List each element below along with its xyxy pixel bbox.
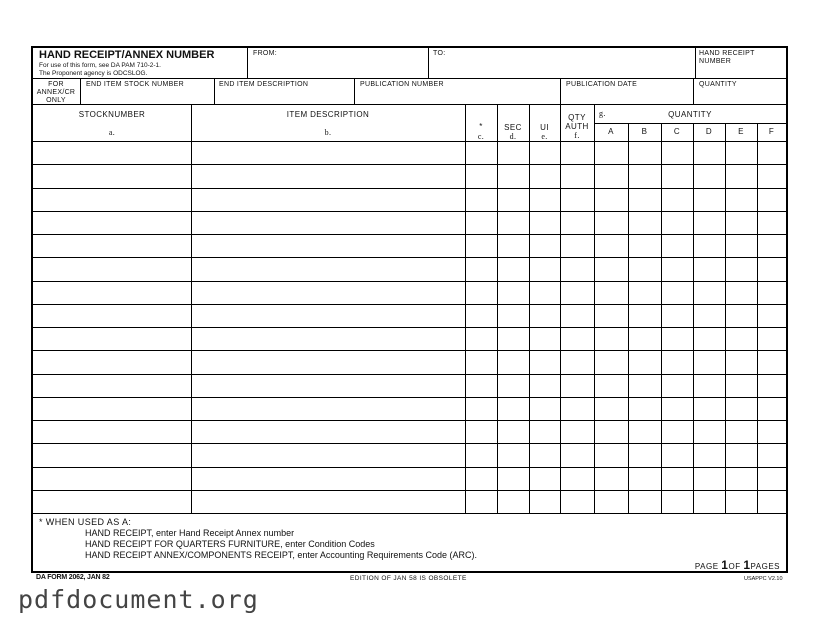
cell-d[interactable] [693, 235, 725, 258]
cell-f[interactable] [757, 351, 786, 374]
cell-ui[interactable] [529, 142, 560, 165]
cell-auth[interactable] [560, 375, 594, 398]
cell-ui[interactable] [529, 165, 560, 188]
cell-desc[interactable] [191, 468, 465, 491]
cell-d[interactable] [693, 351, 725, 374]
cell-f[interactable] [757, 444, 786, 467]
cell-b[interactable] [628, 328, 661, 351]
cell-sec[interactable] [497, 375, 529, 398]
cell-d[interactable] [693, 421, 725, 444]
cell-star[interactable] [465, 398, 497, 421]
notes-line-3: HAND RECEIPT ANNEX/COMPONENTS RECEIPT, enter Accounting Requirements Code (ARC). [85, 550, 477, 560]
cell-d[interactable] [693, 398, 725, 421]
cell-e[interactable] [725, 468, 757, 491]
stock-number-letter: a. [108, 128, 116, 137]
cell-a[interactable] [594, 235, 628, 258]
for-annex-label-3: ONLY [46, 97, 66, 104]
for-annex-label-2: ANNEX/CR [36, 89, 76, 96]
cell-a[interactable] [594, 444, 628, 467]
table-row [33, 444, 786, 467]
use-note-2: The Proponent agency is ODCSLOG. [39, 70, 148, 77]
cell-auth[interactable] [560, 351, 594, 374]
table-row [33, 305, 786, 328]
cell-a[interactable] [594, 328, 628, 351]
cell-e[interactable] [725, 351, 757, 374]
cell-e[interactable] [725, 165, 757, 188]
cell-e[interactable] [725, 212, 757, 235]
cell-ui[interactable] [529, 491, 560, 514]
cell-b[interactable] [628, 375, 661, 398]
cell-b[interactable] [628, 165, 661, 188]
cell-b[interactable] [628, 491, 661, 514]
page-number: 1 [721, 558, 729, 572]
cell-a[interactable] [594, 165, 628, 188]
quantity-top-label: QUANTITY [699, 81, 737, 88]
cell-a[interactable] [594, 421, 628, 444]
cell-auth[interactable] [560, 142, 594, 165]
cell-star[interactable] [465, 468, 497, 491]
cell-auth[interactable] [560, 328, 594, 351]
cell-f[interactable] [757, 189, 786, 212]
cell-c[interactable] [661, 421, 693, 444]
hand-receipt-number-label: HAND RECEIPT [699, 50, 755, 57]
cell-e[interactable] [725, 258, 757, 281]
hand-receipt-number-field[interactable] [697, 66, 785, 77]
cell-auth[interactable] [560, 189, 594, 212]
cell-a[interactable] [594, 305, 628, 328]
cell-b[interactable] [628, 444, 661, 467]
cell-a[interactable] [594, 398, 628, 421]
qty-auth-header-1: QTY [568, 113, 586, 122]
cell-stock[interactable] [33, 212, 191, 235]
cell-ui[interactable] [529, 444, 560, 467]
cell-stock[interactable] [33, 235, 191, 258]
cell-ui[interactable] [529, 398, 560, 421]
cell-stock[interactable] [33, 351, 191, 374]
cell-desc[interactable] [191, 398, 465, 421]
pages-word: PAGES [750, 562, 780, 571]
cell-auth[interactable] [560, 305, 594, 328]
quantity-header: QUANTITY [668, 110, 712, 119]
cell-d[interactable] [693, 189, 725, 212]
cell-sec[interactable] [497, 468, 529, 491]
cell-stock[interactable] [33, 258, 191, 281]
cell-b[interactable] [628, 398, 661, 421]
qty-auth-header-2: AUTH [565, 122, 589, 131]
ui-letter: e. [541, 132, 548, 141]
cell-d[interactable] [693, 165, 725, 188]
cell-c[interactable] [661, 212, 693, 235]
page-indicator [695, 558, 780, 572]
hand-receipt-form [31, 46, 788, 573]
cell-star[interactable] [465, 189, 497, 212]
cell-auth[interactable] [560, 212, 594, 235]
cell-c[interactable] [661, 165, 693, 188]
cell-star[interactable] [465, 305, 497, 328]
cell-stock[interactable] [33, 491, 191, 514]
star-letter: c. [477, 132, 485, 141]
cell-a[interactable] [594, 351, 628, 374]
cell-ui[interactable] [529, 375, 560, 398]
cell-a[interactable] [594, 491, 628, 514]
of-word: OF [728, 562, 741, 571]
cell-ui[interactable] [529, 235, 560, 258]
cell-sec[interactable] [497, 305, 529, 328]
cell-desc[interactable] [191, 444, 465, 467]
to-field[interactable] [430, 58, 693, 76]
cell-ui[interactable] [529, 421, 560, 444]
cell-ui[interactable] [529, 189, 560, 212]
cell-star[interactable] [465, 282, 497, 305]
cell-d[interactable] [693, 305, 725, 328]
cell-stock[interactable] [33, 189, 191, 212]
cell-stock[interactable] [33, 398, 191, 421]
for-annex-label-1: FOR [48, 81, 64, 88]
cell-desc[interactable] [191, 282, 465, 305]
item-description-header: ITEM DESCRIPTION [286, 110, 370, 119]
cell-stock[interactable] [33, 305, 191, 328]
cell-star[interactable] [465, 142, 497, 165]
sec-letter: d. [509, 132, 517, 141]
cell-sec[interactable] [497, 212, 529, 235]
cell-star[interactable] [465, 328, 497, 351]
cell-ui[interactable] [529, 282, 560, 305]
cell-f[interactable] [757, 398, 786, 421]
table-row [33, 165, 786, 188]
cell-desc[interactable] [191, 328, 465, 351]
cell-auth[interactable] [560, 235, 594, 258]
cell-e[interactable] [725, 421, 757, 444]
cell-f[interactable] [757, 142, 786, 165]
cell-b[interactable] [628, 235, 661, 258]
cell-auth[interactable] [560, 282, 594, 305]
table-row [33, 421, 786, 444]
cell-a[interactable] [594, 189, 628, 212]
table-row [33, 189, 786, 212]
cell-a[interactable] [594, 142, 628, 165]
notes-line-2: HAND RECEIPT FOR QUARTERS FURNITURE, enter Condition Codes [85, 539, 375, 549]
star-header: * [479, 122, 483, 131]
cell-sec[interactable] [497, 491, 529, 514]
cell-desc[interactable] [191, 421, 465, 444]
total-pages: 1 [743, 558, 751, 572]
quantity-g-letter: g. [599, 109, 606, 118]
cell-desc[interactable] [191, 235, 465, 258]
cell-a[interactable] [594, 375, 628, 398]
cell-b[interactable] [628, 468, 661, 491]
item-description-letter: b. [324, 128, 332, 137]
cell-c[interactable] [661, 305, 693, 328]
cell-c[interactable] [661, 444, 693, 467]
cell-sec[interactable] [497, 258, 529, 281]
cell-b[interactable] [628, 282, 661, 305]
cell-desc[interactable] [191, 491, 465, 514]
cell-stock[interactable] [33, 328, 191, 351]
cell-stock[interactable] [33, 421, 191, 444]
cell-stock[interactable] [33, 142, 191, 165]
table-row [33, 142, 786, 165]
cell-stock[interactable] [33, 282, 191, 305]
cell-auth[interactable] [560, 444, 594, 467]
table-row [33, 212, 786, 235]
cell-a[interactable] [594, 212, 628, 235]
cell-c[interactable] [661, 398, 693, 421]
table-row [33, 398, 786, 421]
cell-f[interactable] [757, 491, 786, 514]
quantity-col-c-header: C [673, 127, 681, 136]
table-row [33, 258, 786, 281]
cell-desc[interactable] [191, 212, 465, 235]
cell-c[interactable] [661, 235, 693, 258]
cell-f[interactable] [757, 258, 786, 281]
cell-e[interactable] [725, 235, 757, 258]
cell-sec[interactable] [497, 282, 529, 305]
table-row [33, 282, 786, 305]
cell-ui[interactable] [529, 468, 560, 491]
ui-header: UI [540, 123, 549, 132]
quantity-col-a-header: A [608, 127, 614, 136]
table-row [33, 375, 786, 398]
table-row [33, 491, 786, 514]
cell-d[interactable] [693, 258, 725, 281]
sec-header: SEC [504, 123, 522, 132]
cell-c[interactable] [661, 258, 693, 281]
cell-star[interactable] [465, 444, 497, 467]
cell-sec[interactable] [497, 142, 529, 165]
publication-date-label: PUBLICATION DATE [566, 81, 638, 88]
cell-sec[interactable] [497, 421, 529, 444]
cell-e[interactable] [725, 142, 757, 165]
to-label: TO: [433, 50, 446, 57]
form-id: DA FORM 2062, JAN 82 [36, 574, 110, 581]
watermark: pdfdocument.org [18, 585, 259, 614]
cell-a[interactable] [594, 258, 628, 281]
cell-desc[interactable] [191, 142, 465, 165]
cell-ui[interactable] [529, 305, 560, 328]
notes-line-1: HAND RECEIPT, enter Hand Receipt Annex number [85, 528, 295, 538]
cell-sec[interactable] [497, 398, 529, 421]
cell-c[interactable] [661, 375, 693, 398]
table-row [33, 328, 786, 351]
cell-f[interactable] [757, 282, 786, 305]
cell-stock[interactable] [33, 444, 191, 467]
cell-b[interactable] [628, 421, 661, 444]
cell-desc[interactable] [191, 165, 465, 188]
qty-auth-letter: f. [574, 131, 580, 140]
quantity-col-e-header: E [738, 127, 744, 136]
cell-star[interactable] [465, 258, 497, 281]
cell-auth[interactable] [560, 165, 594, 188]
cell-desc[interactable] [191, 189, 465, 212]
cell-auth[interactable] [560, 468, 594, 491]
cell-c[interactable] [661, 351, 693, 374]
cell-f[interactable] [757, 421, 786, 444]
table-row [33, 468, 786, 491]
cell-d[interactable] [693, 328, 725, 351]
cell-auth[interactable] [560, 398, 594, 421]
cell-ui[interactable] [529, 212, 560, 235]
cell-e[interactable] [725, 305, 757, 328]
edition-note: EDITION OF JAN 58 IS OBSOLETE [350, 575, 467, 582]
cell-d[interactable] [693, 375, 725, 398]
cell-f[interactable] [757, 328, 786, 351]
cell-stock[interactable] [33, 165, 191, 188]
end-item-stock-number-label: END ITEM STOCK NUMBER [86, 81, 184, 88]
cell-sec[interactable] [497, 189, 529, 212]
cell-f[interactable] [757, 165, 786, 188]
cell-b[interactable] [628, 142, 661, 165]
cell-desc[interactable] [191, 375, 465, 398]
cell-ui[interactable] [529, 328, 560, 351]
cell-star[interactable] [465, 375, 497, 398]
cell-sec[interactable] [497, 165, 529, 188]
cell-b[interactable] [628, 351, 661, 374]
page-word: PAGE [694, 562, 719, 571]
cell-e[interactable] [725, 282, 757, 305]
quantity-col-d-header: D [705, 127, 713, 136]
cell-star[interactable] [465, 212, 497, 235]
quantity-col-b-header: B [641, 127, 648, 136]
cell-f[interactable] [757, 375, 786, 398]
cell-auth[interactable] [560, 491, 594, 514]
cell-c[interactable] [661, 491, 693, 514]
stock-number-header: STOCKNUMBER [78, 110, 146, 119]
cell-c[interactable] [661, 282, 693, 305]
cell-sec[interactable] [497, 328, 529, 351]
cell-d[interactable] [693, 444, 725, 467]
from-label: FROM: [253, 50, 278, 57]
use-note-1: For use of this form, see DA PAM 710-2-1. [39, 62, 161, 69]
cell-star[interactable] [465, 165, 497, 188]
table-row [33, 235, 786, 258]
cell-desc[interactable] [191, 305, 465, 328]
cell-c[interactable] [661, 142, 693, 165]
cell-star[interactable] [465, 491, 497, 514]
cell-b[interactable] [628, 212, 661, 235]
cell-star[interactable] [465, 351, 497, 374]
cell-f[interactable] [757, 305, 786, 328]
cell-stock[interactable] [33, 375, 191, 398]
cell-f[interactable] [757, 212, 786, 235]
cell-d[interactable] [693, 142, 725, 165]
cell-stock[interactable] [33, 468, 191, 491]
publication-number-label: PUBLICATION NUMBER [360, 81, 444, 88]
cell-f[interactable] [757, 235, 786, 258]
cell-c[interactable] [661, 328, 693, 351]
table-row [33, 351, 786, 374]
cell-sec[interactable] [497, 351, 529, 374]
cell-a[interactable] [594, 468, 628, 491]
cell-a[interactable] [594, 282, 628, 305]
cell-e[interactable] [725, 491, 757, 514]
version-label: USAPPC V2.10 [744, 576, 783, 582]
cell-e[interactable] [725, 328, 757, 351]
cell-b[interactable] [628, 305, 661, 328]
cell-f[interactable] [757, 468, 786, 491]
from-field[interactable] [249, 58, 425, 76]
cell-star[interactable] [465, 421, 497, 444]
cell-d[interactable] [693, 468, 725, 491]
cell-e[interactable] [725, 398, 757, 421]
cell-c[interactable] [661, 468, 693, 491]
cell-sec[interactable] [497, 444, 529, 467]
notes-heading: * WHEN USED AS A: [39, 517, 132, 527]
cell-e[interactable] [725, 189, 757, 212]
cell-desc[interactable] [191, 351, 465, 374]
cell-e[interactable] [725, 375, 757, 398]
end-item-description-label: END ITEM DESCRIPTION [219, 81, 309, 88]
cell-ui[interactable] [529, 258, 560, 281]
cell-sec[interactable] [497, 235, 529, 258]
cell-auth[interactable] [560, 421, 594, 444]
quantity-col-f-header: F [768, 127, 775, 136]
cell-c[interactable] [661, 189, 693, 212]
cell-d[interactable] [693, 491, 725, 514]
cell-b[interactable] [628, 258, 661, 281]
cell-auth[interactable] [560, 258, 594, 281]
cell-d[interactable] [693, 282, 725, 305]
cell-e[interactable] [725, 444, 757, 467]
cell-b[interactable] [628, 189, 661, 212]
form-title: HAND RECEIPT/ANNEX NUMBER [39, 49, 215, 61]
cell-star[interactable] [465, 235, 497, 258]
cell-ui[interactable] [529, 351, 560, 374]
hand-receipt-number-label-2: NUMBER [699, 58, 732, 65]
cell-desc[interactable] [191, 258, 465, 281]
cell-d[interactable] [693, 212, 725, 235]
